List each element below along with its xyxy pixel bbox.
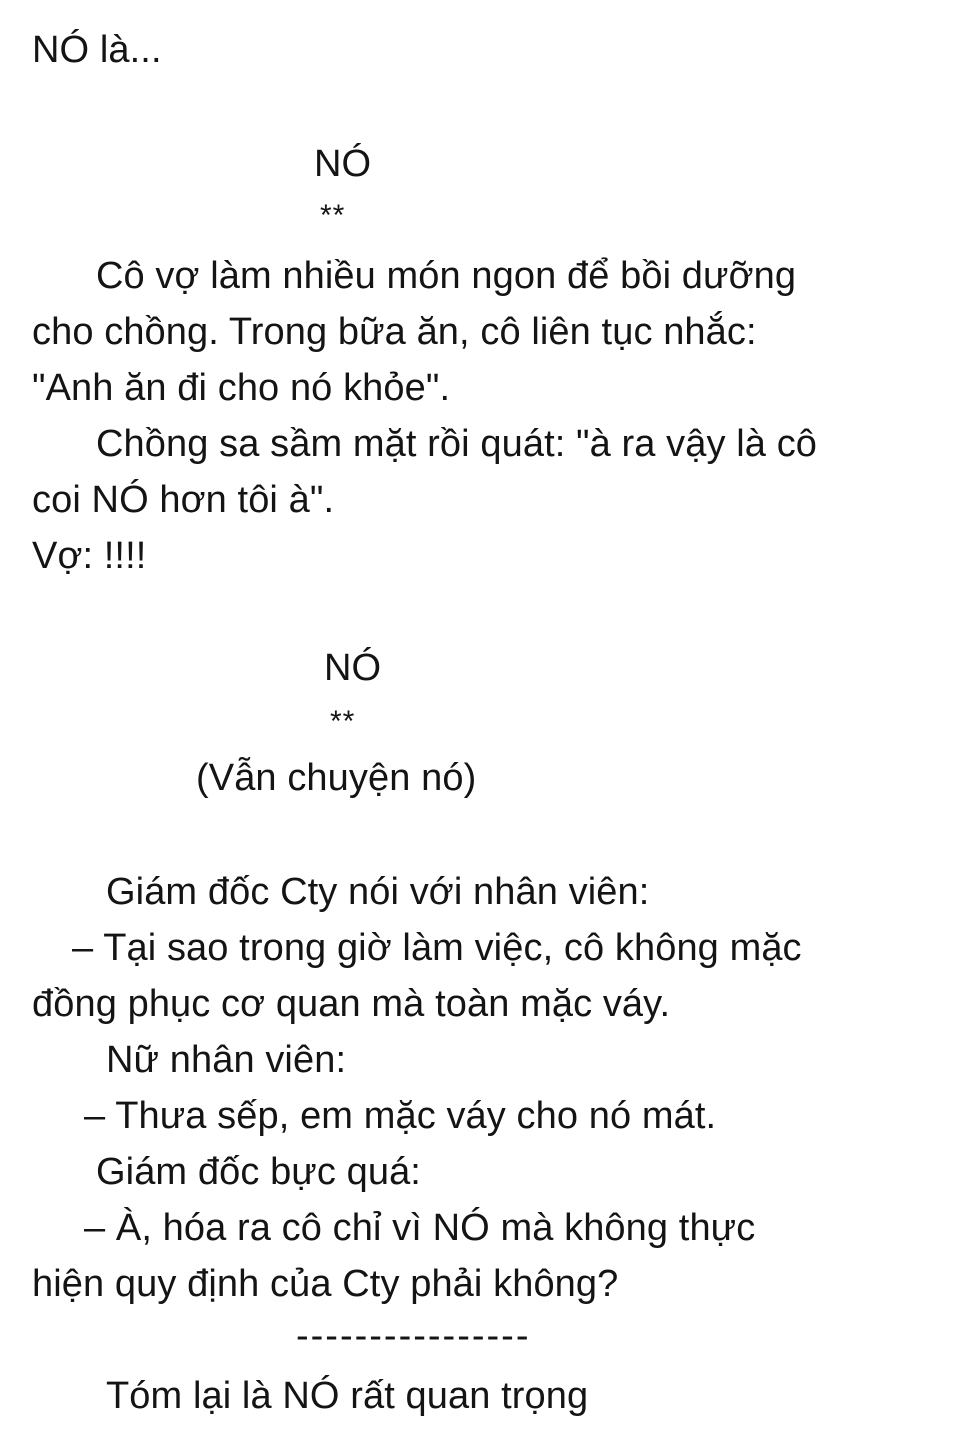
section1-line: coi NÓ hơn tôi à". xyxy=(32,479,335,521)
section2-line: Giám đốc Cty nói với nhân viên: xyxy=(106,871,650,913)
section1-line: "Anh ăn đi cho nó khỏe". xyxy=(32,367,451,409)
section2-line: hiện quy định của Cty phải không? xyxy=(32,1263,619,1305)
document-title: NÓ là... xyxy=(32,29,162,71)
section2-line: – À, hóa ra cô chỉ vì NÓ mà không thực xyxy=(84,1207,756,1249)
section1-stars: ** xyxy=(320,199,346,232)
section2-line: Nữ nhân viên: xyxy=(106,1039,347,1081)
section2-line: đồng phục cơ quan mà toàn mặc váy. xyxy=(32,983,671,1025)
section1-line: Cô vợ làm nhiều món ngon để bồi dưỡng xyxy=(96,255,797,297)
section2-heading: NÓ xyxy=(324,647,382,689)
section2-line: Giám đốc bực quá: xyxy=(96,1151,421,1193)
section2-line: – Tại sao trong giờ làm việc, cô không mặc xyxy=(72,927,802,969)
section2-stars: ** xyxy=(330,705,356,738)
section1-heading: NÓ xyxy=(314,143,372,185)
section1-line: Chồng sa sầm mặt rồi quát: "à ra vậy là cô xyxy=(96,423,818,465)
conclusion: Tóm lại là NÓ rất quan trọng xyxy=(106,1375,589,1417)
section1-line: Vợ: !!!! xyxy=(32,535,147,577)
divider: ---------------- xyxy=(296,1315,531,1357)
section2-subtitle: (Vẫn chuyện nó) xyxy=(196,757,477,799)
section2-line: – Thưa sếp, em mặc váy cho nó mát. xyxy=(84,1095,717,1137)
section1-line: cho chồng. Trong bữa ăn, cô liên tục nhắc: xyxy=(32,311,757,353)
